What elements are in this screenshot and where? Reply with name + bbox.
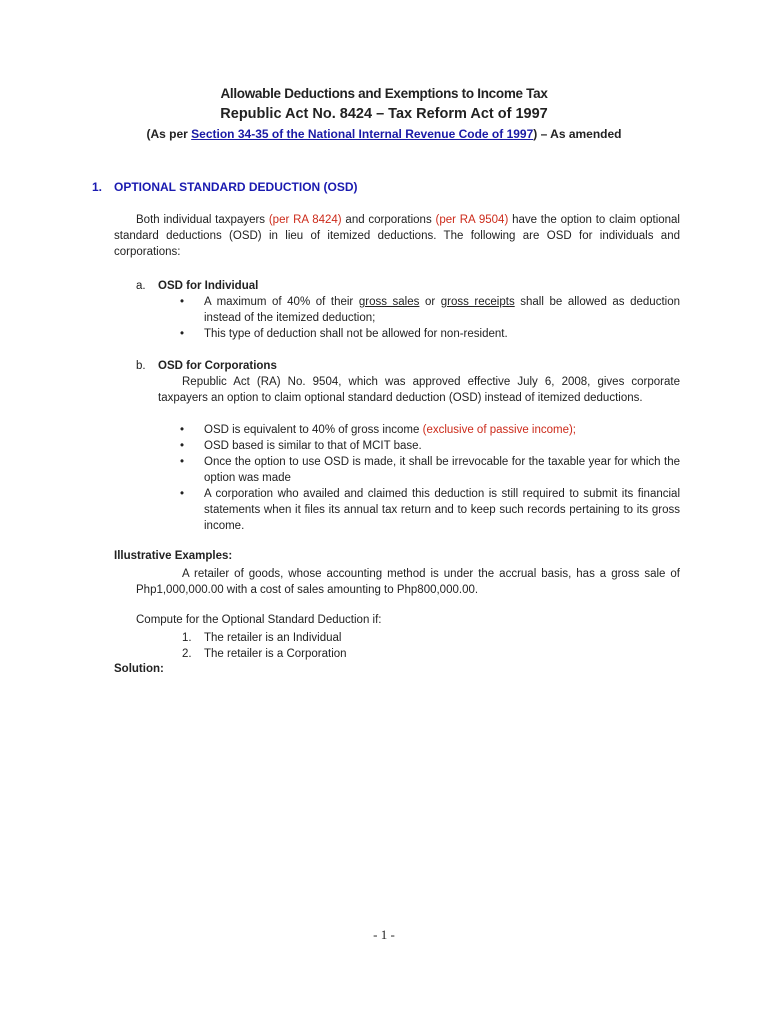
item-text: The retailer is an Individual [204, 632, 342, 644]
intro-text-3: have the option to claim optional standard deductions (OSD) in lieu of itemized deductions. The following are OSD for individuals and corporations: [114, 214, 680, 258]
corporations-bullet-list [178, 422, 680, 534]
section-number: 1. [92, 180, 103, 194]
ra8424-note: (per RA 8424) [268, 214, 342, 226]
compute-instruction: Compute for the Optional Standard Deduction if: [136, 614, 382, 626]
page-number: - 1 - [373, 927, 395, 942]
bullet-icon: • [180, 440, 185, 452]
illustrative-heading: Illustrative Examples: [114, 550, 233, 562]
bullet-icon: • [180, 424, 185, 436]
bullet-text: OSD based is similar to that of MCIT base. [204, 440, 422, 452]
subheading-letter: b. [136, 360, 146, 372]
solution-label: Solution: [114, 663, 164, 675]
bullet-text: This type of deduction shall not be allowed for non-resident. [204, 328, 508, 340]
bullet-text: A maximum of 40% of their [204, 296, 359, 308]
subheading-individual [136, 278, 436, 294]
item-number: 1. [182, 632, 192, 644]
reference-suffix: ) – As amended [533, 127, 622, 141]
list-item [182, 646, 347, 662]
bullet-icon: • [180, 328, 185, 340]
example-list [182, 630, 347, 662]
document-subtitle: Republic Act No. 8424 – Tax Reform Act of 1997 [220, 106, 548, 122]
list-item [178, 486, 680, 534]
ra9504-note: (per RA 9504) [435, 214, 509, 226]
subheading-corporations [136, 358, 436, 374]
list-item [178, 454, 680, 486]
reference-line [0, 127, 768, 141]
intro-text-1: Both individual taxpayers [136, 214, 269, 226]
subheading-label: OSD for Corporations [158, 360, 277, 372]
list-item [178, 294, 680, 326]
item-number: 2. [182, 648, 192, 660]
list-item [178, 438, 680, 454]
subheading-letter: a. [136, 280, 146, 292]
intro-paragraph [114, 212, 680, 260]
list-item [182, 630, 347, 646]
intro-text-2: and corporations [341, 214, 436, 226]
subheading-label: OSD for Individual [158, 280, 259, 292]
list-item [178, 326, 680, 342]
illustrative-paragraph: A retailer of goods, whose accounting method is under the accrual basis, has a gross sale of Php1,000,000.00 with a cost of sales amounting to Php800,000.00. [136, 568, 680, 596]
bullet-text: or [419, 296, 441, 308]
section-heading-osd [92, 180, 358, 194]
nirc-section-link[interactable]: Section 34-35 of the National Internal Revenue Code of 1997 [191, 127, 534, 141]
list-item [178, 422, 680, 438]
bullet-icon: • [180, 456, 185, 468]
bullet-text: OSD is equivalent to 40% of gross income [204, 424, 423, 436]
gross-sales-term: gross sales [358, 296, 420, 308]
section-title: OPTIONAL STANDARD DEDUCTION (OSD) [114, 180, 358, 194]
document-title: Allowable Deductions and Exemptions to Income Tax [220, 86, 548, 101]
bullet-icon: • [180, 296, 185, 308]
corporations-paragraph: Republic Act (RA) No. 9504, which was approved effective July 6, 2008, gives corporate taxpayers an option to claim optional standard deduction (OSD) instead of itemized deductions. [158, 376, 680, 404]
bullet-text: shall be allowed as deduction instead of the itemized deduction; [204, 296, 680, 324]
bullet-text: A corporation who availed and claimed this deduction is still required to submit its financial statements when it files its annual tax return and to keep such records pertaining to its gross income. [204, 488, 680, 532]
bullet-icon: • [180, 488, 185, 500]
reference-prefix: (As per [146, 127, 192, 141]
passive-income-note: (exclusive of passive income); [422, 424, 577, 436]
item-text: The retailer is a Corporation [204, 648, 347, 660]
individual-bullet-list [178, 294, 680, 342]
bullet-text: Once the option to use OSD is made, it shall be irrevocable for the taxable year for which the option was made [204, 456, 680, 484]
gross-receipts-term: gross receipts [440, 296, 515, 308]
